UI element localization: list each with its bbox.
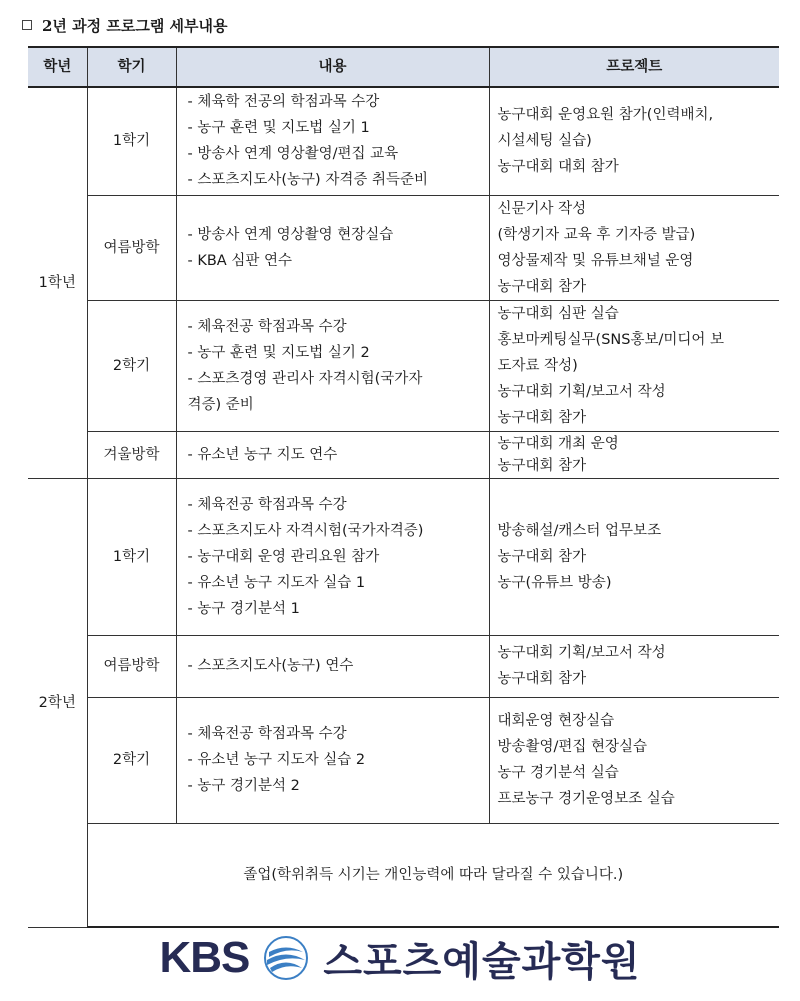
content-line: 격증) 준비 <box>187 396 254 413</box>
header-project: 프로젝트 <box>489 47 779 87</box>
content-cell <box>176 635 489 697</box>
semester-cell: 1학기 <box>87 87 176 195</box>
semester-cell: 1학기 <box>87 478 176 635</box>
project-line: 신문기사 작성 <box>497 200 587 217</box>
project-line: 농구(유튜브 방송) <box>497 574 612 591</box>
semester-cell: 여름방학 <box>87 195 176 300</box>
project-line: 농구대회 참가 <box>497 548 587 565</box>
project-line: 시설세팅 실습) <box>497 133 592 150</box>
project-line: 농구 경기분석 실습 <box>497 765 619 781</box>
project-cell <box>489 195 779 300</box>
table-row <box>28 300 779 431</box>
content-line: - 스포츠경영 관리사 자격시험(국가자 <box>187 370 423 387</box>
table-row <box>28 431 779 478</box>
project-line: 농구대회 기획/보고서 작성 <box>497 383 666 400</box>
table-row <box>28 823 779 927</box>
section-title <box>22 14 228 36</box>
content-line: - 농구 경기분석 2 <box>187 778 300 794</box>
project-line: 농구대회 개최 운영 <box>497 435 619 452</box>
logo-kbs-text: KBS <box>159 933 250 982</box>
content-line: - 농구 훈련 및 지도법 실기 2 <box>187 344 370 361</box>
content-cell <box>176 431 489 478</box>
project-line: 도자료 작성) <box>497 357 578 374</box>
section-title-text: 2년 과정 프로그램 세부내용 <box>42 16 228 35</box>
content-line: - 스포츠지도사(농구) 자격증 취득준비 <box>187 172 428 189</box>
program-table <box>28 46 779 928</box>
year-cell: 2학년 <box>28 478 87 927</box>
project-line: 농구대회 참가 <box>497 671 587 687</box>
semester-cell: 겨울방학 <box>87 431 176 478</box>
project-cell <box>489 635 779 697</box>
content-cell <box>176 87 489 195</box>
project-line: 농구대회 대회 참가 <box>497 159 619 176</box>
project-line: 프로농구 경기운영보조 실습 <box>497 791 675 807</box>
content-line: - 체육전공 학점과목 수강 <box>187 496 347 513</box>
content-cell <box>176 195 489 300</box>
project-line: (학생기자 교육 후 기자증 발급) <box>497 226 696 243</box>
project-cell <box>489 431 779 478</box>
content-line: - 스포츠지도사 자격시험(국가자격증) <box>187 522 424 539</box>
project-line: 방송촬영/편집 현장실습 <box>497 739 648 755</box>
content-line: - 체육전공 학점과목 수강 <box>187 318 347 335</box>
logo-academy-name: 스포츠예술과학원 <box>323 938 641 985</box>
table-row <box>28 697 779 823</box>
header-content: 내용 <box>176 47 489 87</box>
table-row <box>28 195 779 300</box>
content-cell <box>176 478 489 635</box>
project-line: 농구대회 운영요원 참가(인력배치, <box>497 107 714 124</box>
content-line: - 스포츠지도사(농구) 연수 <box>187 658 354 674</box>
content-line: - 방송사 연계 영상촬영 현장실습 <box>187 226 394 243</box>
content-cell <box>176 697 489 823</box>
project-cell <box>489 697 779 823</box>
semester-cell: 여름방학 <box>87 635 176 697</box>
table-row <box>28 635 779 697</box>
header-year: 학년 <box>28 47 87 87</box>
content-cell <box>176 300 489 431</box>
semester-cell: 2학기 <box>87 300 176 431</box>
project-line: 농구대회 참가 <box>497 409 587 426</box>
content-line: - 농구 훈련 및 지도법 실기 1 <box>187 120 370 137</box>
checkbox-square-icon <box>22 20 32 30</box>
project-cell <box>489 87 779 195</box>
table-row <box>28 478 779 635</box>
graduation-note: 졸업(학위취득 시기는 개인능력에 따라 달라질 수 있습니다.) <box>87 823 779 927</box>
project-line: 농구대회 심판 실습 <box>497 305 619 322</box>
content-line: - 농구대회 운영 관리요원 참가 <box>187 548 380 565</box>
table-header-row <box>28 47 779 87</box>
content-line: - 유소년 농구 지도 연수 <box>187 446 338 463</box>
content-line: - KBA 심판 연수 <box>187 252 292 269</box>
semester-cell: 2학기 <box>87 697 176 823</box>
content-line: - 체육전공 학점과목 수강 <box>187 726 347 742</box>
content-line: - 유소년 농구 지도자 실습 1 <box>187 574 366 591</box>
project-line: 농구대회 참가 <box>497 457 587 474</box>
project-cell <box>489 478 779 635</box>
kbs-academy-logo <box>0 928 800 988</box>
content-line: - 농구 경기분석 1 <box>187 600 300 617</box>
project-line: 대회운영 현장실습 <box>497 713 615 729</box>
project-line: 홍보마케팅실무(SNS홍보/미디어 보 <box>497 331 724 348</box>
project-cell <box>489 300 779 431</box>
header-semester: 학기 <box>87 47 176 87</box>
content-line: - 방송사 연계 영상촬영/편집 교육 <box>187 146 399 163</box>
project-line: 영상물제작 및 유튜브채널 운영 <box>497 252 694 269</box>
project-line: 농구대회 참가 <box>497 278 587 295</box>
content-line: - 체육학 전공의 학점과목 수강 <box>187 94 380 111</box>
kbs-swirl-icon <box>263 935 309 981</box>
year-cell: 1학년 <box>28 87 87 478</box>
table-row <box>28 87 779 195</box>
content-line: - 유소년 농구 지도자 실습 2 <box>187 752 366 768</box>
project-line: 방송해설/캐스터 업무보조 <box>497 522 662 539</box>
project-line: 농구대회 기획/보고서 작성 <box>497 645 666 661</box>
